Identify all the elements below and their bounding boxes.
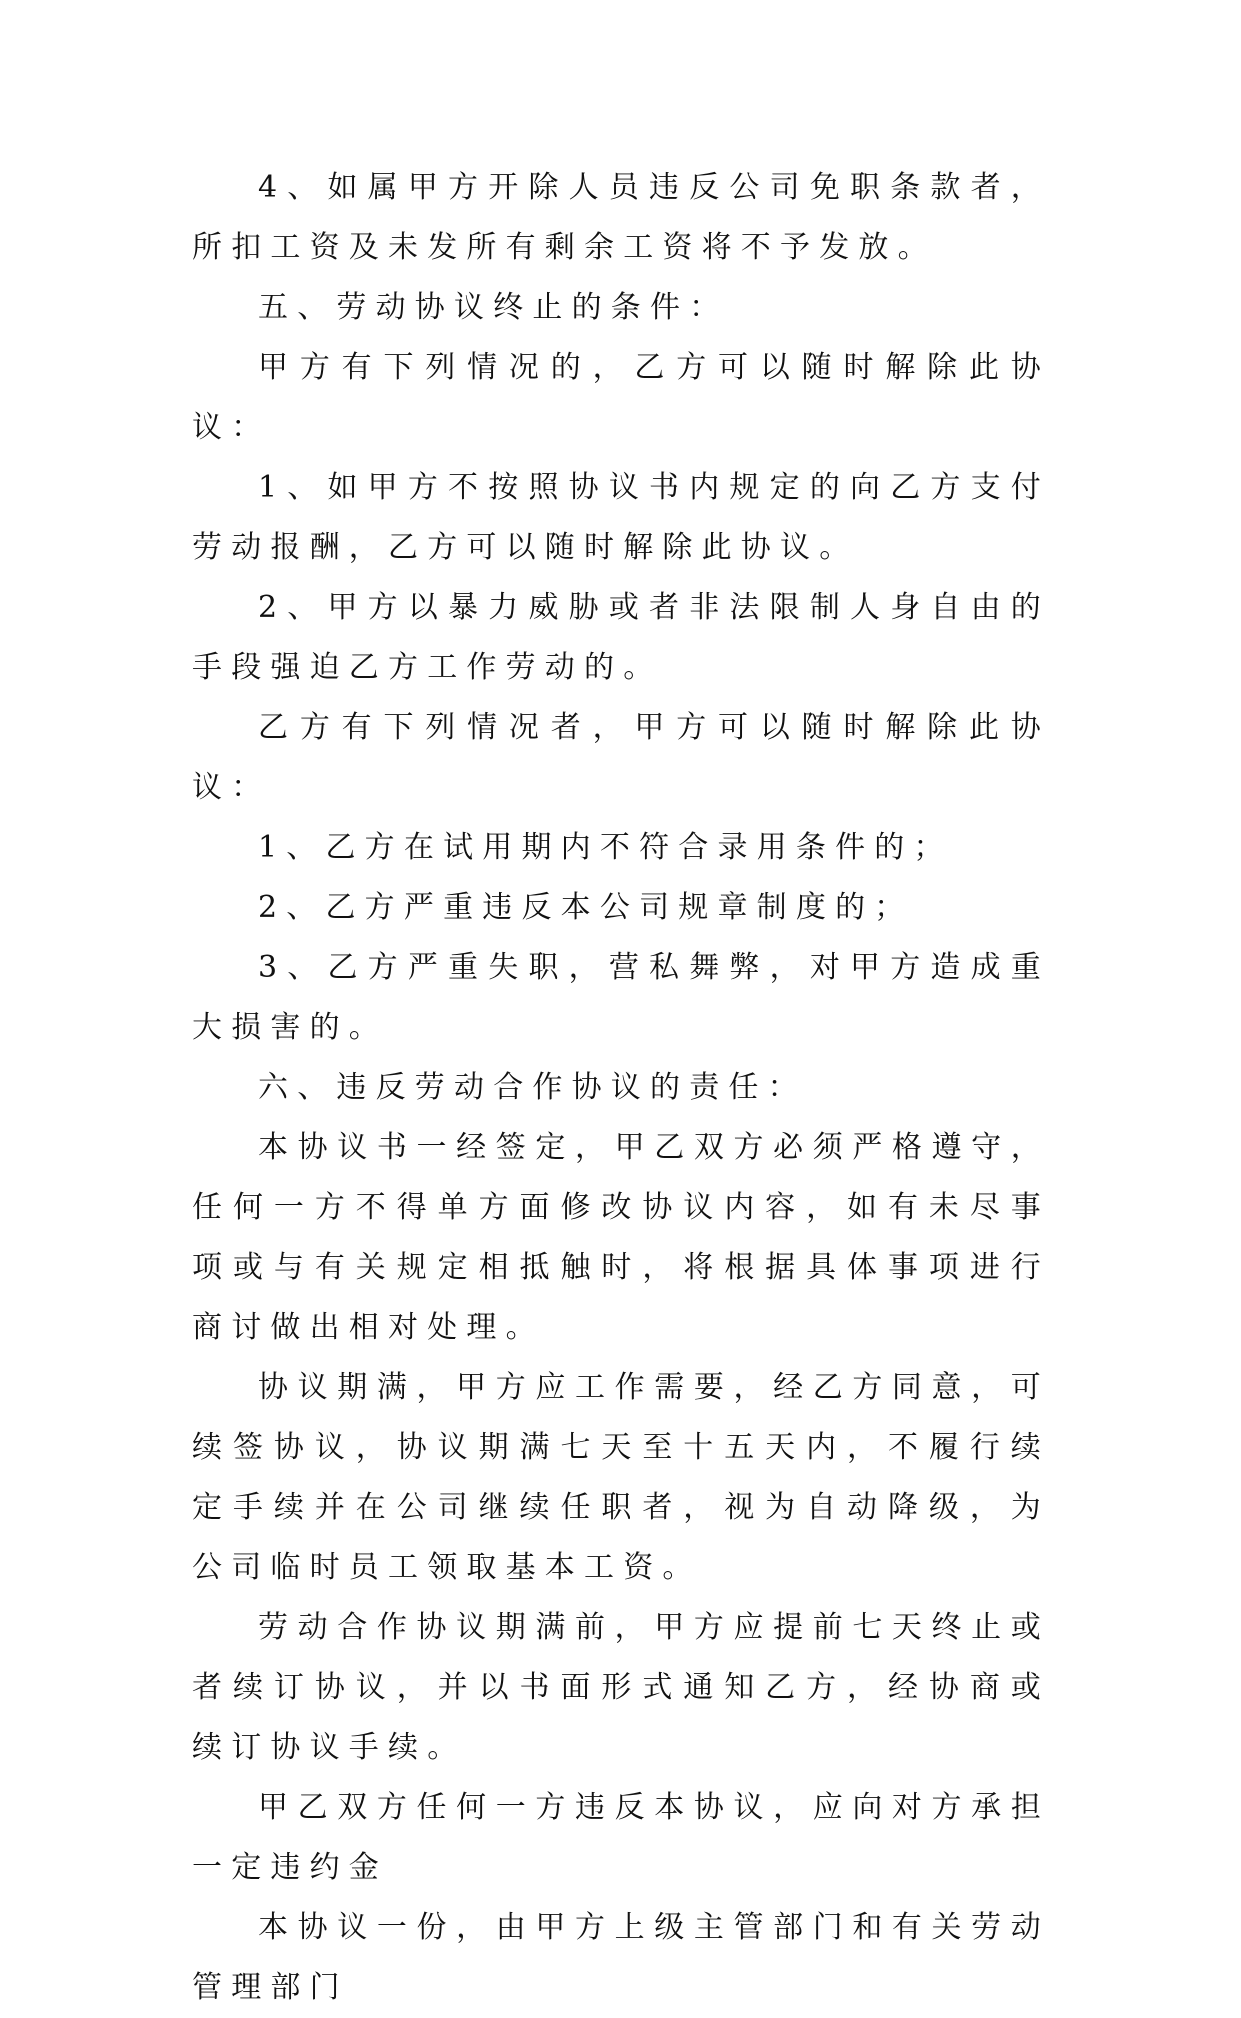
paragraph-party-b-item-2: 2、乙方严重违反本公司规章制度的； xyxy=(258,890,914,925)
paragraph-agreement-expiry-notice: 劳动合作协议期满前，甲方应提前七天终止或者续订协议，并以书面形式通知乙方，经协商或续订协议手续。 xyxy=(192,1610,1050,1765)
paragraph-agreement-binding: 本协议书一经签定，甲乙双方必须严格遵守，任何一方不得单方面修改协议内容，如有未尽事项或与有关规定相抵触时，将根据具体事项进行商讨做出相对处理。 xyxy=(192,1130,1050,1345)
paragraph-party-b-conditions: 乙方有下列情况者，甲方可以随时解除此协议： xyxy=(192,710,1050,805)
paragraph-party-a-item-2: 2、甲方以暴力威胁或者非法限制人身自由的手段强迫乙方工作劳动的。 xyxy=(192,590,1050,685)
paragraph-party-b-item-1: 1、乙方在试用期内不符合录用条件的； xyxy=(258,830,953,865)
paragraph-agreement-renewal: 协议期满，甲方应工作需要，经乙方同意，可续签协议，协议期满七天至十五天内，不履行续定手续并在公司继续任职者，视为自动降级，为公司临时员工领取基本工资。 xyxy=(192,1370,1050,1585)
document-page xyxy=(192,158,1050,2018)
paragraph-party-a-item-1: 1、如甲方不按照协议书内规定的向乙方支付劳动报酬，乙方可以随时解除此协议。 xyxy=(192,470,1050,565)
section-heading-6: 六、违反劳动合作协议的责任： xyxy=(258,1070,807,1105)
paragraph-party-a-conditions: 甲方有下列情况的，乙方可以随时解除此协议： xyxy=(192,350,1050,445)
paragraph-agreement-copies: 本协议一份，由甲方上级主管部门和有关劳动管理部门 xyxy=(192,1910,1050,2005)
paragraph-clause-4: 4、如属甲方开除人员违反公司免职条款者，所扣工资及未发所有剩余工资将不予发放。 xyxy=(192,170,1050,265)
section-heading-5: 五、劳动协议终止的条件： xyxy=(258,290,729,325)
paragraph-breach-penalty: 甲乙双方任何一方违反本协议，应向对方承担一定违约金 xyxy=(192,1790,1050,1885)
paragraph-party-b-item-3: 3、乙方严重失职，营私舞弊，对甲方造成重大损害的。 xyxy=(192,950,1050,1045)
